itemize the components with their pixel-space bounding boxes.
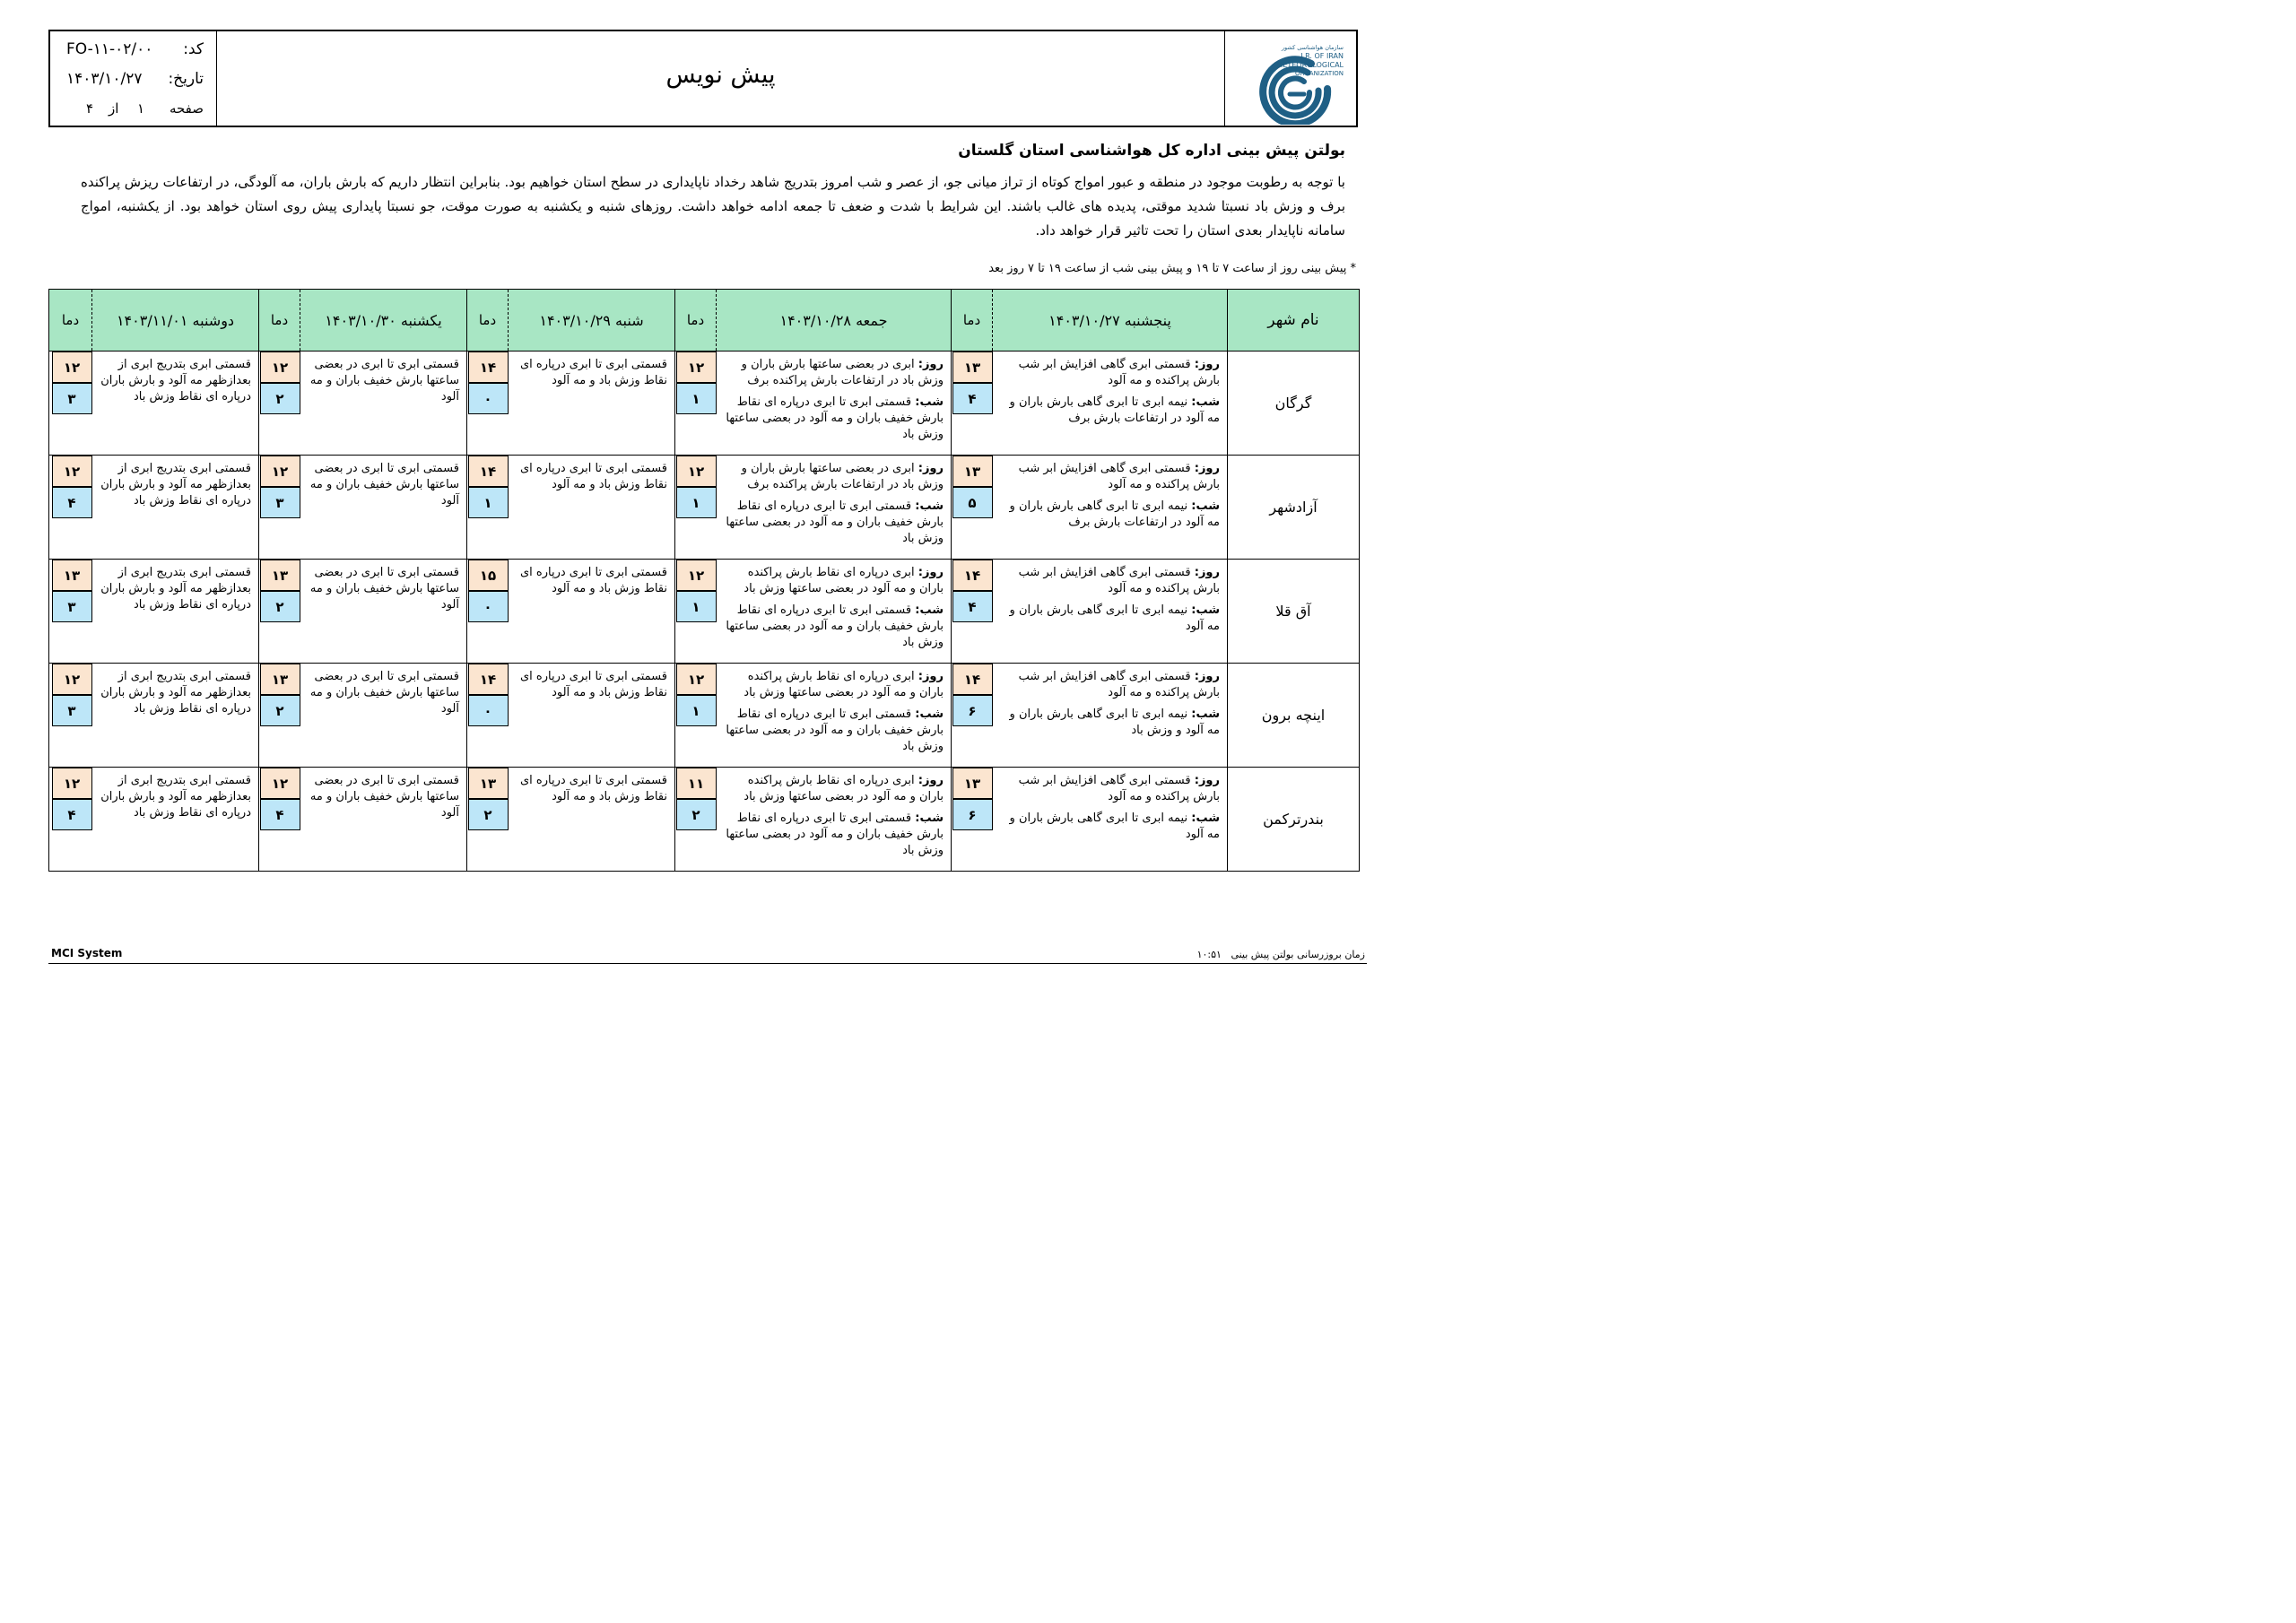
- day-forecast: [1000, 669, 1221, 701]
- update-time: ۱۰:۵۱: [1196, 949, 1222, 960]
- temperature-cell: [259, 664, 300, 768]
- temp-header: دما: [675, 290, 717, 352]
- night-forecast: [1000, 499, 1221, 531]
- city-name: اینچه برون: [1228, 664, 1360, 768]
- night-label: شب:: [915, 707, 944, 721]
- temperature-pair: [675, 456, 717, 518]
- temperature-cell: [49, 560, 92, 664]
- max-temperature: ۱۳: [52, 560, 92, 591]
- min-temperature: ۰: [468, 591, 509, 622]
- forecast-cell-day-4: [300, 560, 467, 664]
- day-header-2: جمعه ۱۴۰۳/۱۰/۲۸: [717, 290, 952, 352]
- temperature-cell: [952, 664, 993, 768]
- day-forecast-text: ابری درپاره ای نقاط بارش پراکنده باران و مه آلود در بعضی ساعتها وزش باد: [744, 566, 944, 595]
- table-row: [49, 352, 1360, 456]
- forecast-cell-day-5: [92, 560, 259, 664]
- temperature-pair: [467, 664, 509, 726]
- table-row: [49, 456, 1360, 560]
- forecast-text: قسمتی ابری تا ابری درپاره ای نقاط وزش باد و مه آلود: [519, 670, 667, 699]
- night-label: شب:: [915, 395, 944, 409]
- update-label: زمان بروزرسانی بولتن پیش بینی: [1231, 949, 1365, 960]
- day-forecast-text: ابری درپاره ای نقاط بارش پراکنده باران و مه آلود در بعضی ساعتها وزش باد: [744, 774, 944, 803]
- forecast-cell-day-1: [993, 768, 1228, 872]
- min-temperature: ۱: [468, 487, 509, 518]
- night-forecast-text: قسمتی ابری تا ابری درپاره ای نقاط بارش خفیف باران و مه آلود در بعضی ساعتها وزش باد: [726, 812, 944, 857]
- city-name: آزادشهر: [1228, 456, 1360, 560]
- code-row: [50, 40, 216, 67]
- code-label: کد:: [183, 40, 204, 58]
- night-label: شب:: [1191, 707, 1220, 721]
- forecast-cell-day-3: [509, 352, 675, 456]
- day-forecast-text: قسمتی ابری گاهی افزایش ابر شب بارش پراکنده و مه آلود: [1018, 774, 1220, 803]
- table-header-row: [49, 290, 1360, 352]
- forecast-cell-day-5: [92, 456, 259, 560]
- forecast-cell-day-2: [717, 352, 952, 456]
- date-value: ۱۴۰۳/۱۰/۲۷: [66, 70, 143, 88]
- min-temperature: ۳: [52, 383, 92, 414]
- temperature-cell: [49, 768, 92, 872]
- temperature-cell: [467, 456, 509, 560]
- table-row: [49, 768, 1360, 872]
- day-forecast: [1000, 773, 1221, 805]
- temperature-pair: [49, 352, 92, 414]
- night-forecast: [724, 707, 944, 755]
- temperature-pair: [467, 560, 509, 622]
- forecast-text: قسمتی ابری تا ابری در بعضی ساعتها بارش خفیف باران و مه آلود: [309, 358, 459, 404]
- night-label: شب:: [915, 603, 944, 617]
- min-temperature: ۴: [52, 799, 92, 830]
- forecast-text: قسمتی ابری تا ابری در بعضی ساعتها بارش خفیف باران و مه آلود: [309, 774, 459, 820]
- max-temperature: ۱۴: [468, 456, 509, 487]
- temperature-cell: [675, 352, 717, 456]
- min-temperature: ۱: [676, 695, 717, 726]
- night-label: شب:: [1191, 603, 1220, 617]
- code-value: FO-۱۱-۰۲/۰۰: [66, 40, 153, 58]
- day-forecast: [724, 773, 944, 805]
- max-temperature: ۱۲: [260, 456, 300, 487]
- temperature-cell: [952, 560, 993, 664]
- max-temperature: ۱۳: [468, 768, 509, 799]
- table-row: [49, 664, 1360, 768]
- temperature-pair: [952, 768, 993, 830]
- night-forecast: [724, 811, 944, 859]
- temperature-cell: [467, 560, 509, 664]
- temperature-cell: [675, 456, 717, 560]
- night-forecast-text: نیمه ابری تا ابری گاهی بارش باران و مه آلود در ارتفاعات بارش برف: [1009, 499, 1220, 529]
- date-row: [50, 70, 216, 97]
- temperature-pair: [952, 560, 993, 622]
- day-forecast: [1000, 357, 1221, 389]
- day-forecast-text: قسمتی ابری گاهی افزایش ابر شب بارش پراکنده و مه آلود: [1018, 566, 1220, 595]
- day-forecast-text: قسمتی ابری گاهی افزایش ابر شب بارش پراکنده و مه آلود: [1018, 670, 1220, 699]
- day-forecast: [724, 357, 944, 389]
- forecast-cell-day-3: [509, 456, 675, 560]
- page-title: [217, 31, 1224, 126]
- night-forecast: [1000, 811, 1221, 843]
- temperature-cell: [259, 352, 300, 456]
- temperature-cell: [259, 560, 300, 664]
- day-night-forecast: [724, 669, 944, 755]
- day-header-4: یکشنبه ۱۴۰۳/۱۰/۳۰: [300, 290, 467, 352]
- temperature-cell: [675, 768, 717, 872]
- max-temperature: ۱۴: [952, 664, 993, 695]
- night-forecast-text: نیمه ابری تا ابری گاهی بارش باران و مه آلود: [1009, 603, 1220, 633]
- night-forecast: [1000, 707, 1221, 739]
- page-row: [50, 100, 216, 127]
- min-temperature: ۴: [952, 591, 993, 622]
- night-label: شب:: [915, 499, 944, 513]
- min-temperature: ۳: [260, 487, 300, 518]
- temperature-pair: [259, 560, 300, 622]
- city-name: آق قلا: [1228, 560, 1360, 664]
- night-forecast: [1000, 603, 1221, 635]
- day-night-forecast: [1000, 357, 1221, 427]
- temperature-cell: [675, 560, 717, 664]
- max-temperature: ۱۲: [676, 456, 717, 487]
- page-label: صفحه: [169, 100, 204, 117]
- max-temperature: ۱۴: [468, 352, 509, 383]
- max-temperature: ۱۳: [952, 352, 993, 383]
- city-name: بندرترکمن: [1228, 768, 1360, 872]
- forecast-cell-day-1: [993, 352, 1228, 456]
- forecast-text: قسمتی ابری تا ابری در بعضی ساعتها بارش خفیف باران و مه آلود: [309, 462, 459, 508]
- night-forecast: [724, 603, 944, 651]
- max-temperature: ۱۲: [52, 456, 92, 487]
- temperature-pair: [952, 456, 993, 518]
- night-label: شب:: [1191, 395, 1220, 409]
- temp-header: دما: [49, 290, 92, 352]
- day-label: روز:: [1194, 774, 1220, 787]
- max-temperature: ۱۲: [676, 560, 717, 591]
- document-header: [48, 30, 1358, 127]
- logo-text-line3: ORGANIZATION: [1294, 70, 1344, 77]
- temperature-cell: [952, 456, 993, 560]
- forecast-cell-day-3: [509, 768, 675, 872]
- bulletin-title: بولتن پیش بینی اداره کل هواشناسی استان گلستان: [958, 142, 1345, 160]
- forecast-text: قسمتی ابری تا ابری درپاره ای نقاط وزش باد و مه آلود: [519, 462, 667, 491]
- min-temperature: ۲: [260, 591, 300, 622]
- temperature-pair: [675, 768, 717, 830]
- day-night-forecast: [1000, 669, 1221, 739]
- document-meta: [50, 31, 217, 126]
- logo-text-line1: I.R. OF IRAN: [1300, 52, 1344, 60]
- forecast-text: قسمتی ابری بتدریج ابری از بعدازظهر مه آلود و بارش باران درپاره ای نقاط وزش باد: [100, 566, 251, 612]
- temperature-cell: [49, 352, 92, 456]
- max-temperature: ۱۳: [260, 664, 300, 695]
- max-temperature: ۱۲: [676, 664, 717, 695]
- day-label: روز:: [918, 358, 944, 371]
- day-night-forecast: [724, 461, 944, 547]
- temperature-cell: [259, 456, 300, 560]
- forecast-cell-day-2: [717, 768, 952, 872]
- temp-header: دما: [259, 290, 300, 352]
- night-label: شب:: [1191, 812, 1220, 825]
- day-header-3: شنبه ۱۴۰۳/۱۰/۲۹: [509, 290, 675, 352]
- day-forecast-text: قسمتی ابری گاهی افزایش ابر شب بارش پراکنده و مه آلود: [1018, 358, 1220, 387]
- min-temperature: ۴: [952, 383, 993, 414]
- temperature-cell: [467, 768, 509, 872]
- page-of: از: [109, 100, 119, 117]
- forecast-cell-day-4: [300, 768, 467, 872]
- night-forecast-text: قسمتی ابری تا ابری درپاره ای نقاط بارش خفیف باران و مه آلود در بعضی ساعتها وزش باد: [726, 395, 944, 441]
- temperature-cell: [259, 768, 300, 872]
- temperature-pair: [952, 352, 993, 414]
- forecast-cell-day-2: [717, 560, 952, 664]
- night-label: شب:: [1191, 499, 1220, 513]
- forecast-cell-day-4: [300, 456, 467, 560]
- max-temperature: ۱۱: [676, 768, 717, 799]
- table-row: [49, 560, 1360, 664]
- max-temperature: ۱۳: [952, 456, 993, 487]
- min-temperature: ۳: [52, 591, 92, 622]
- forecast-cell-day-5: [92, 664, 259, 768]
- city-column-header: نام شهر: [1228, 290, 1360, 352]
- day-label: روز:: [1194, 670, 1220, 683]
- forecast-text: قسمتی ابری بتدریج ابری از بعدازظهر مه آلود و بارش باران درپاره ای نقاط وزش باد: [100, 774, 251, 820]
- day-night-forecast: [724, 773, 944, 859]
- forecast-cell-day-3: [509, 664, 675, 768]
- day-forecast-text: ابری در بعضی ساعتها بارش باران و وزش باد در ارتفاعات بارش پراکنده برف: [741, 462, 944, 491]
- temperature-pair: [675, 560, 717, 622]
- night-forecast-text: قسمتی ابری تا ابری درپاره ای نقاط بارش خفیف باران و مه آلود در بعضی ساعتها وزش باد: [726, 499, 944, 545]
- temperature-pair: [675, 352, 717, 414]
- footer-system: MCI System: [51, 947, 123, 959]
- min-temperature: ۱: [676, 591, 717, 622]
- page-current: ۱: [137, 100, 145, 117]
- min-temperature: ۴: [52, 487, 92, 518]
- day-forecast-text: قسمتی ابری گاهی افزایش ابر شب بارش پراکنده و مه آلود: [1018, 462, 1220, 491]
- min-temperature: ۰: [468, 695, 509, 726]
- temperature-pair: [259, 768, 300, 830]
- day-label: روز:: [1194, 462, 1220, 475]
- meteorological-organization-logo: [1236, 35, 1347, 125]
- temperature-pair: [675, 664, 717, 726]
- min-temperature: ۲: [676, 799, 717, 830]
- day-forecast-text: ابری در بعضی ساعتها بارش باران و وزش باد در ارتفاعات بارش پراکنده برف: [741, 358, 944, 387]
- temperature-pair: [467, 352, 509, 414]
- temperature-cell: [675, 664, 717, 768]
- temperature-pair: [467, 768, 509, 830]
- temperature-cell: [49, 664, 92, 768]
- max-temperature: ۱۲: [52, 352, 92, 383]
- bulletin-body: با توجه به رطوبت موجود در منطقه و عبور امواج کوتاه از تراز میانی جو، از عصر و شب امروز بتدریج شاهد رخداد ناپایداری در سطح استان خواهیم بود. بنابراین انتظار داریم که بارش باران، مه آلودگی، در ارتفاعات ریزش پراکنده برف و وزش باد نسبتا شدید موقتی، پدیده های غالب باشند. این شرایط با شدت و ضعف تا جمعه ادامه خواهد داشت. روزهای شنبه و یکشنبه به صورت موقت، جو نسبتا پایداری پیش روی استان خواهد بود. از یکشنبه، امواج سامانه ناپایدار بعدی استان را تحت تاثیر قرار خواهد داد.: [81, 174, 1345, 239]
- day-night-forecast: [1000, 461, 1221, 531]
- max-temperature: ۱۴: [468, 664, 509, 695]
- temp-header: دما: [467, 290, 509, 352]
- day-label: روز:: [1194, 358, 1220, 371]
- forecast-cell-day-4: [300, 352, 467, 456]
- day-night-forecast: [1000, 773, 1221, 843]
- day-night-forecast: [724, 357, 944, 443]
- max-temperature: ۱۲: [676, 352, 717, 383]
- temperature-pair: [49, 664, 92, 726]
- temperature-pair: [49, 768, 92, 830]
- max-temperature: ۱۲: [52, 768, 92, 799]
- temperature-cell: [467, 664, 509, 768]
- day-forecast: [724, 461, 944, 493]
- day-label: روز:: [918, 670, 944, 683]
- temperature-pair: [259, 352, 300, 414]
- forecast-cell-day-2: [717, 456, 952, 560]
- day-forecast: [724, 565, 944, 597]
- day-header-1: پنجشنبه ۱۴۰۳/۱۰/۲۷: [993, 290, 1228, 352]
- night-forecast-text: نیمه ابری تا ابری گاهی بارش باران و مه آلود: [1009, 812, 1220, 841]
- max-temperature: ۱۳: [260, 560, 300, 591]
- page-total: ۴: [86, 100, 94, 117]
- temperature-cell: [952, 768, 993, 872]
- temperature-cell: [952, 352, 993, 456]
- forecast-cell-day-1: [993, 664, 1228, 768]
- temp-header: دما: [952, 290, 993, 352]
- min-temperature: ۴: [260, 799, 300, 830]
- day-night-forecast: [724, 565, 944, 651]
- min-temperature: ۵: [952, 487, 993, 518]
- day-label: روز:: [918, 566, 944, 579]
- day-forecast-text: ابری درپاره ای نقاط بارش پراکنده باران و مه آلود در بعضی ساعتها وزش باد: [744, 670, 944, 699]
- night-forecast-text: قسمتی ابری تا ابری درپاره ای نقاط بارش خفیف باران و مه آلود در بعضی ساعتها وزش باد: [726, 603, 944, 649]
- footer-rule: [48, 963, 1367, 964]
- night-forecast: [724, 395, 944, 443]
- min-temperature: ۱: [676, 487, 717, 518]
- forecast-cell-day-1: [993, 560, 1228, 664]
- forecast-text: قسمتی ابری بتدریج ابری از بعدازظهر مه آلود و بارش باران درپاره ای نقاط وزش باد: [100, 462, 251, 508]
- day-forecast: [1000, 461, 1221, 493]
- night-forecast-text: نیمه ابری تا ابری گاهی بارش باران و مه آلود در ارتفاعات بارش برف: [1009, 395, 1220, 425]
- temperature-pair: [259, 456, 300, 518]
- max-temperature: ۱۳: [952, 768, 993, 799]
- min-temperature: ۲: [260, 695, 300, 726]
- night-forecast: [1000, 395, 1221, 427]
- day-night-forecast: [1000, 565, 1221, 635]
- temperature-pair: [49, 560, 92, 622]
- footer-update: [1197, 949, 1365, 960]
- logo-text-line2: METEOROLOGICAL: [1276, 61, 1344, 69]
- max-temperature: ۱۲: [260, 352, 300, 383]
- forecast-time-note: * پیش بینی روز از ساعت ۷ تا ۱۹ و پیش بینی شب از ساعت ۱۹ تا ۷ روز بعد: [988, 262, 1356, 275]
- forecast-text: قسمتی ابری تا ابری در بعضی ساعتها بارش خفیف باران و مه آلود: [309, 670, 459, 716]
- temperature-pair: [467, 456, 509, 518]
- forecast-text: قسمتی ابری تا ابری در بعضی ساعتها بارش خفیف باران و مه آلود: [309, 566, 459, 612]
- max-temperature: ۱۵: [468, 560, 509, 591]
- max-temperature: ۱۲: [260, 768, 300, 799]
- forecast-cell-day-2: [717, 664, 952, 768]
- min-temperature: ۶: [952, 799, 993, 830]
- min-temperature: ۱: [676, 383, 717, 414]
- day-label: روز:: [1194, 566, 1220, 579]
- forecast-cell-day-5: [92, 768, 259, 872]
- forecast-text: قسمتی ابری تا ابری درپاره ای نقاط وزش باد و مه آلود: [519, 566, 667, 595]
- temperature-pair: [49, 456, 92, 518]
- forecast-cell-day-5: [92, 352, 259, 456]
- min-temperature: ۳: [52, 695, 92, 726]
- forecast-text: قسمتی ابری بتدریج ابری از بعدازظهر مه آلود و بارش باران درپاره ای نقاط وزش باد: [100, 670, 251, 716]
- forecast-table: [48, 289, 1360, 872]
- temperature-cell: [49, 456, 92, 560]
- min-temperature: ۶: [952, 695, 993, 726]
- forecast-text: قسمتی ابری تا ابری درپاره ای نقاط وزش باد و مه آلود: [519, 774, 667, 803]
- logo-text-fa: سازمان هواشناسی کشور: [1281, 44, 1344, 51]
- max-temperature: ۱۴: [952, 560, 993, 591]
- night-forecast-text: نیمه ابری تا ابری گاهی بارش باران و مه آلود و وزش باد: [1009, 707, 1220, 737]
- min-temperature: ۲: [468, 799, 509, 830]
- min-temperature: ۲: [260, 383, 300, 414]
- night-label: شب:: [915, 812, 944, 825]
- min-temperature: ۰: [468, 383, 509, 414]
- page-title-text: پیش نویس: [665, 61, 776, 89]
- night-forecast: [724, 499, 944, 547]
- day-forecast: [724, 669, 944, 701]
- day-label: روز:: [918, 462, 944, 475]
- day-forecast: [1000, 565, 1221, 597]
- temperature-pair: [259, 664, 300, 726]
- logo-area: [1224, 31, 1356, 126]
- forecast-text: قسمتی ابری بتدریج ابری از بعدازظهر مه آلود و بارش باران درپاره ای نقاط وزش باد: [100, 358, 251, 404]
- forecast-cell-day-3: [509, 560, 675, 664]
- date-label: تاریخ:: [168, 70, 204, 88]
- city-name: گرگان: [1228, 352, 1360, 456]
- temperature-cell: [467, 352, 509, 456]
- temperature-pair: [952, 664, 993, 726]
- forecast-cell-day-1: [993, 456, 1228, 560]
- day-header-5: دوشنبه ۱۴۰۳/۱۱/۰۱: [92, 290, 259, 352]
- night-forecast-text: قسمتی ابری تا ابری درپاره ای نقاط بارش خفیف باران و مه آلود در بعضی ساعتها وزش باد: [726, 707, 944, 753]
- max-temperature: ۱۲: [52, 664, 92, 695]
- forecast-cell-day-4: [300, 664, 467, 768]
- day-label: روز:: [918, 774, 944, 787]
- forecast-text: قسمتی ابری تا ابری درپاره ای نقاط وزش باد و مه آلود: [519, 358, 667, 387]
